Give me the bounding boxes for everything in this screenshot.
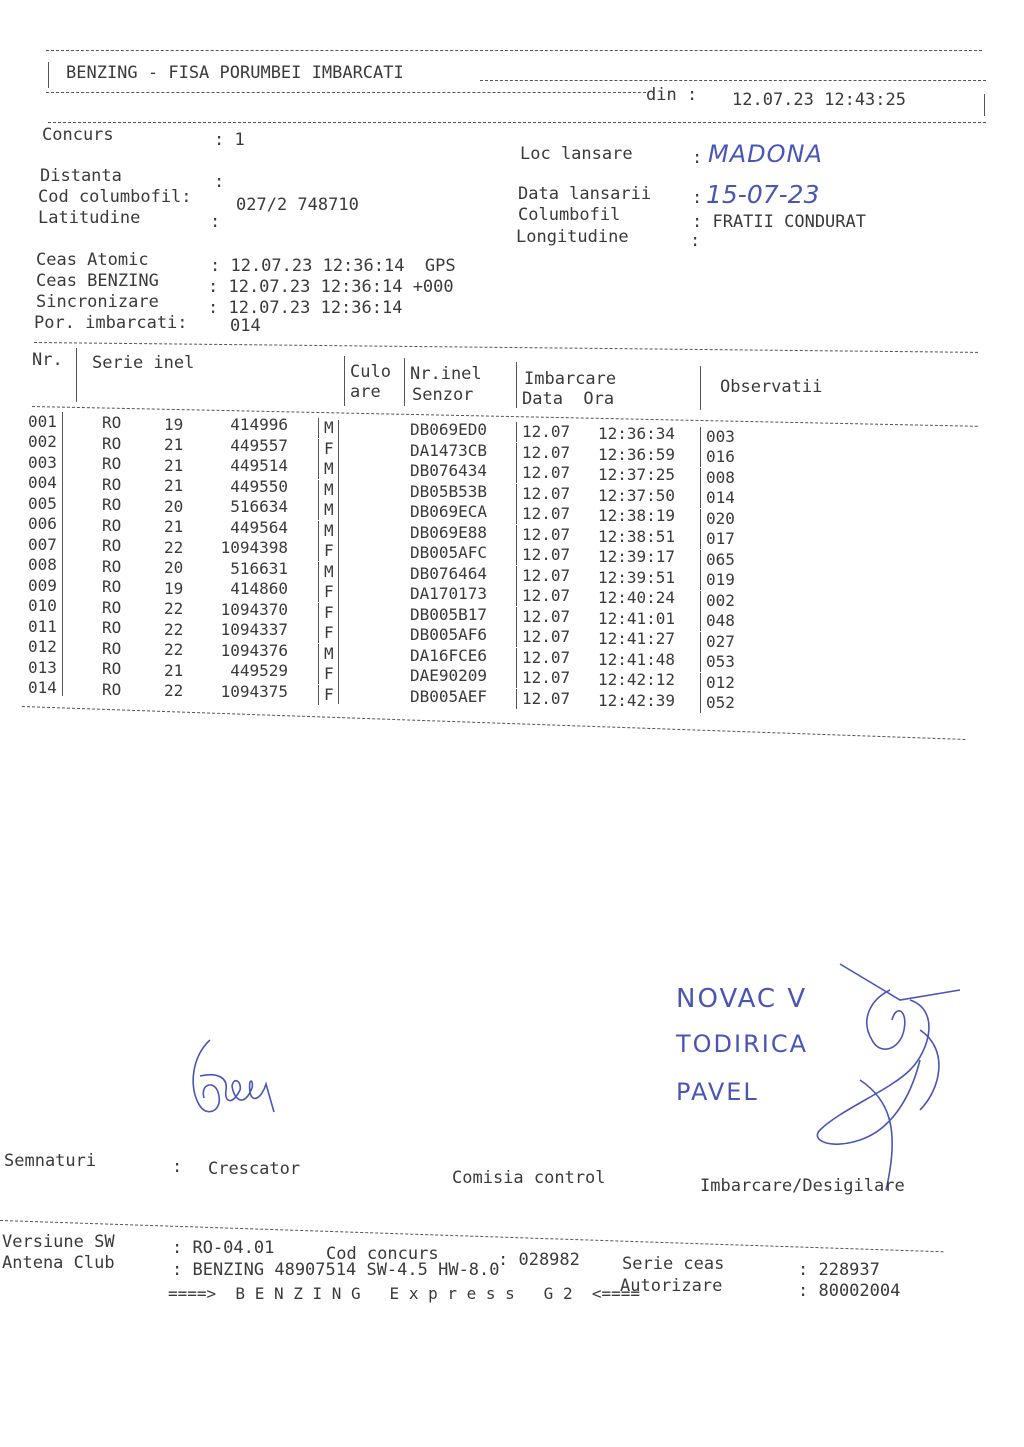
header-bottom-border: [48, 122, 986, 123]
cell-separator: [700, 468, 701, 488]
cell-separator: [516, 607, 517, 627]
cell-nr: 005: [28, 493, 57, 513]
header-mid-border: [46, 92, 646, 93]
ceas-benzing-value: : 12.07.23 12:36:14 +000: [208, 277, 454, 297]
data-lansarii-handwritten: 15-07-23: [706, 180, 820, 209]
header-top-border: [46, 50, 982, 51]
cell-country: RO: [102, 597, 122, 617]
cell-time: 12:36:59: [598, 444, 676, 464]
cell-time: 12:41:01: [598, 608, 676, 628]
column-header-culoare-2: are: [350, 382, 381, 402]
cell-sex: F: [324, 623, 334, 643]
cell-separator: [318, 439, 319, 459]
cell-separator: [700, 693, 701, 713]
cell-country: RO: [102, 536, 122, 556]
cell-sex: F: [324, 664, 334, 684]
cell-nr: 011: [28, 616, 57, 636]
column-header-observatii: Observatii: [720, 377, 823, 397]
cell-ring: 449514: [230, 456, 288, 476]
cell-sensor: DB076464: [410, 563, 488, 583]
cell-separator: [700, 550, 701, 570]
distanta-value: :: [214, 172, 225, 192]
cell-sensor: DAE90209: [410, 666, 488, 686]
cell-separator: [318, 459, 319, 479]
cell-sensor: DB069ECA: [410, 502, 488, 522]
cell-date: 12.07: [522, 565, 571, 585]
cell-obs: 053: [706, 652, 735, 672]
cell-separator: [700, 591, 701, 611]
table-sep-senzor: [516, 362, 517, 408]
document-title: BENZING - FISA PORUMBEI IMBARCATI: [66, 63, 404, 83]
serie-ceas-value: : 228937: [798, 1260, 880, 1280]
cell-ring: 1094370: [220, 599, 288, 619]
cell-sensor: DA170173: [410, 584, 488, 604]
cell-obs: 008: [706, 467, 735, 487]
table-nr-border: [62, 412, 63, 696]
cell-separator: [700, 488, 701, 508]
cell-nr: 001: [28, 411, 57, 431]
antena-club-value: : BENZING 48907514 SW-4.5 HW-8.0: [172, 1260, 500, 1280]
cell-country: RO: [102, 474, 122, 494]
cell-ring: 516634: [230, 497, 288, 517]
cell-ring: 449529: [230, 661, 288, 681]
table-top-border: [34, 342, 978, 353]
cell-year: 21: [164, 435, 184, 455]
latitudine-label: Latitudine: [38, 208, 141, 228]
cell-year: 22: [164, 537, 184, 557]
concurs-value: : 1: [214, 130, 245, 150]
cell-separator: [700, 673, 701, 693]
cell-year: 22: [164, 681, 184, 701]
cod-columbofil-value: 027/2 748710: [236, 195, 359, 215]
cod-concurs-label: Cod concurs: [326, 1244, 439, 1264]
din-value: 12.07.23 12:43:25: [732, 90, 906, 110]
cell-separator: [318, 480, 319, 500]
cell-sensor: DB005AEF: [410, 686, 488, 706]
cell-year: 21: [164, 455, 184, 475]
cell-nr: 006: [28, 514, 57, 534]
cell-obs: 020: [706, 508, 735, 528]
cell-time: 12:39:51: [598, 567, 676, 587]
distanta-label: Distanta: [40, 166, 122, 186]
cell-date: 12.07: [522, 504, 571, 524]
crescator-signature-image: [170, 1028, 300, 1124]
column-header-imbarcare-1: Imbarcare: [524, 369, 617, 389]
header-left-border: [48, 62, 49, 88]
cell-sex: M: [324, 561, 334, 581]
cell-obs: 012: [706, 672, 735, 692]
cell-separator: [318, 664, 319, 684]
cell-country: RO: [102, 433, 122, 453]
cell-country: RO: [102, 638, 122, 658]
cell-sensor: DB005B17: [410, 604, 488, 624]
cell-ring: 414996: [230, 415, 288, 435]
cell-country: RO: [102, 556, 122, 576]
cell-country: RO: [102, 515, 122, 535]
cell-separator: [700, 529, 701, 549]
cell-nr: 009: [28, 575, 57, 595]
cell-nr: 003: [28, 452, 57, 472]
column-header-serie: Serie inel: [92, 353, 195, 373]
cell-separator: [318, 603, 319, 623]
longitudine-value: :: [690, 231, 701, 251]
cell-country: RO: [102, 413, 122, 433]
cell-separator: [516, 525, 517, 545]
sincronizare-value: : 12.07.23 12:36:14: [208, 298, 403, 318]
cell-time: 12:36:34: [598, 424, 676, 444]
cell-year: 22: [164, 599, 184, 619]
cell-separator: [700, 447, 701, 467]
cell-obs: 017: [706, 529, 735, 549]
cell-sex: F: [324, 541, 334, 561]
commission-name-1: NOVAC V: [676, 984, 808, 1014]
cell-sensor: DB05B53B: [410, 481, 488, 501]
cell-nr: 013: [28, 657, 57, 677]
cell-time: 12:42:39: [598, 690, 676, 710]
cell-sex: F: [324, 438, 334, 458]
cell-sensor: DB076434: [410, 461, 488, 481]
ceas-atomic-value: : 12.07.23 12:36:14 GPS: [210, 256, 456, 276]
cell-obs: 019: [706, 570, 735, 590]
cell-year: 21: [164, 660, 184, 680]
cell-obs: 065: [706, 549, 735, 569]
cell-year: 20: [164, 496, 184, 516]
cell-separator: [700, 509, 701, 529]
latitudine-value: :: [210, 212, 221, 232]
cell-separator: [700, 652, 701, 672]
cell-sex: M: [324, 500, 334, 520]
cell-sensor: DB005AFC: [410, 543, 488, 563]
cell-separator: [516, 566, 517, 586]
cell-nr: 012: [28, 637, 57, 657]
cell-obs: 014: [706, 488, 735, 508]
benzing-express-banner: ====> B E N Z I N G E x p r e s s G 2 <====: [168, 1284, 641, 1303]
autorizare-label: Autorizare: [620, 1276, 723, 1296]
cell-year: 22: [164, 619, 184, 639]
cell-ring: 1094398: [220, 538, 288, 558]
cell-sex: M: [324, 479, 334, 499]
cell-country: RO: [102, 495, 122, 515]
cell-obs: 016: [706, 447, 735, 467]
cell-sensor: DB069E88: [410, 522, 488, 542]
cell-sensor: DA1473CB: [410, 440, 488, 460]
cell-date: 12.07: [522, 586, 571, 606]
cell-date: 12.07: [522, 688, 571, 708]
cell-separator: [516, 586, 517, 606]
cell-date: 12.07: [522, 668, 571, 688]
cell-country: RO: [102, 618, 122, 638]
cell-sex: M: [324, 418, 334, 438]
cell-time: 12:38:51: [598, 526, 676, 546]
semnaturi-label: Semnaturi: [4, 1151, 97, 1171]
table-sep-nr: [76, 348, 77, 402]
serie-ceas-label: Serie ceas: [622, 1254, 725, 1274]
commission-signature-image: [800, 960, 980, 1210]
cell-year: 19: [164, 414, 184, 434]
cell-country: RO: [102, 659, 122, 679]
loc-lansare-handwritten: MADONA: [708, 140, 823, 168]
cell-obs: 027: [706, 631, 735, 651]
cell-nr: 007: [28, 534, 57, 554]
cell-separator: [318, 582, 319, 602]
cell-ring: 414860: [230, 579, 288, 599]
loc-lansare-label: Loc lansare: [520, 144, 633, 164]
cell-separator: [516, 689, 517, 709]
cell-date: 12.07: [522, 647, 571, 667]
cell-separator: [318, 685, 319, 705]
column-header-nrinel-2: Senzor: [412, 385, 474, 405]
cell-sex: M: [324, 643, 334, 663]
cell-separator: [318, 500, 319, 520]
cell-obs: 052: [706, 693, 735, 713]
cell-time: 12:39:17: [598, 547, 676, 567]
cell-date: 12.07: [522, 442, 571, 462]
cell-year: 21: [164, 517, 184, 537]
ceas-benzing-label: Ceas BENZING: [36, 271, 159, 291]
cell-time: 12:37:50: [598, 485, 676, 505]
cell-separator: [516, 648, 517, 668]
imbarcare-desigilare-label: Imbarcare/Desigilare: [700, 1176, 905, 1196]
versiune-sw-value: : RO-04.01: [172, 1238, 275, 1258]
comisia-control-label: Comisia control: [452, 1168, 606, 1188]
commission-name-2: TODIRICA: [676, 1030, 809, 1058]
cell-separator: [516, 627, 517, 647]
cell-nr: 014: [28, 678, 57, 698]
column-header-nrinel-1: Nr.inel: [410, 364, 482, 384]
cell-separator: [318, 541, 319, 561]
cell-sex: M: [324, 459, 334, 479]
cell-separator: [516, 504, 517, 524]
cell-date: 12.07: [522, 463, 571, 483]
cell-nr: 004: [28, 473, 57, 493]
ceas-atomic-label: Ceas Atomic: [36, 250, 149, 270]
cell-ring: 516631: [230, 558, 288, 578]
table-sex-border: [338, 420, 339, 704]
cell-country: RO: [102, 577, 122, 597]
columbofil-label: Columbofil: [518, 205, 621, 225]
cell-ring: 449550: [230, 476, 288, 496]
header-right-top-border: [480, 80, 986, 81]
concurs-label: Concurs: [42, 125, 114, 145]
cell-sex: F: [324, 602, 334, 622]
footer-top-border: [0, 1220, 943, 1252]
cell-ring: 1094376: [220, 640, 288, 660]
table-sep-culoare: [404, 358, 405, 406]
cell-separator: [318, 623, 319, 643]
cell-ring: 1094375: [220, 681, 288, 701]
longitudine-label: Longitudine: [516, 227, 629, 247]
cell-separator: [318, 418, 319, 438]
cell-obs: 048: [706, 611, 735, 631]
column-header-imbarcare-2: Data Ora: [522, 389, 615, 409]
cell-ring: 449557: [230, 435, 288, 455]
cod-columbofil-label: Cod columbofil:: [38, 187, 192, 207]
table-sep-serie: [344, 356, 345, 406]
cell-obs: 002: [706, 590, 735, 610]
table-sep-imbarcare: [700, 366, 701, 410]
cell-separator: [700, 427, 701, 447]
table-bottom-border: [22, 706, 965, 740]
cell-country: RO: [102, 454, 122, 474]
cell-time: 12:38:19: [598, 506, 676, 526]
column-header-culoare-1: Culo: [350, 362, 391, 382]
cell-separator: [318, 562, 319, 582]
cell-separator: [700, 570, 701, 590]
cell-year: 22: [164, 640, 184, 660]
autorizare-value: : 80002004: [798, 1281, 901, 1301]
crescator-label: Crescator: [208, 1159, 301, 1179]
cell-sensor: DA16FCE6: [410, 645, 488, 665]
cell-time: 12:41:27: [598, 629, 676, 649]
header-right-border: [984, 94, 985, 116]
cell-separator: [318, 644, 319, 664]
columbofil-value: : FRATII CONDURAT: [692, 212, 866, 232]
cell-separator: [516, 463, 517, 483]
por-imbarcati-value: 014: [230, 316, 261, 336]
por-imbarcati-label: Por. imbarcati:: [34, 313, 188, 333]
cell-sex: F: [324, 582, 334, 602]
sincronizare-label: Sincronizare: [36, 292, 159, 312]
cell-separator: [318, 521, 319, 541]
cell-year: 19: [164, 578, 184, 598]
semnaturi-colon: :: [172, 1157, 183, 1177]
cell-separator: [516, 484, 517, 504]
data-lansarii-label: Data lansarii: [518, 184, 652, 204]
cell-ring: 1094337: [220, 620, 288, 640]
cell-nr: 008: [28, 555, 57, 575]
cell-time: 12:37:25: [598, 465, 676, 485]
cell-sensor: DB069ED0: [410, 420, 488, 440]
cell-date: 12.07: [522, 483, 571, 503]
cell-date: 12.07: [522, 545, 571, 565]
cell-nr: 002: [28, 432, 57, 452]
cell-country: RO: [102, 679, 122, 699]
cell-separator: [516, 443, 517, 463]
cell-separator: [516, 668, 517, 688]
antena-club-label: Antena Club: [2, 1253, 115, 1273]
cod-concurs-value: : 028982: [498, 1250, 580, 1270]
cell-time: 12:42:12: [598, 670, 676, 690]
cell-separator: [700, 611, 701, 631]
cell-separator: [516, 545, 517, 565]
cell-nr: 010: [28, 596, 57, 616]
cell-date: 12.07: [522, 606, 571, 626]
data-lansarii-value: :: [692, 188, 703, 208]
cell-date: 12.07: [522, 627, 571, 647]
cell-year: 20: [164, 558, 184, 578]
column-header-nr: Nr.: [32, 350, 63, 370]
cell-time: 12:41:48: [598, 649, 676, 669]
cell-separator: [700, 632, 701, 652]
versiune-sw-label: Versiune SW: [2, 1232, 115, 1252]
cell-sensor: DB005AF6: [410, 625, 488, 645]
cell-obs: 003: [706, 426, 735, 446]
cell-time: 12:40:24: [598, 588, 676, 608]
cell-date: 12.07: [522, 422, 571, 442]
cell-date: 12.07: [522, 524, 571, 544]
din-label: din :: [646, 85, 698, 105]
cell-separator: [516, 422, 517, 442]
loc-lansare-value: :: [692, 148, 713, 168]
cell-ring: 449564: [230, 517, 288, 537]
commission-name-3: PAVEL: [676, 1078, 759, 1106]
cell-year: 21: [164, 476, 184, 496]
cell-sex: M: [324, 520, 334, 540]
cell-sex: F: [324, 684, 334, 704]
